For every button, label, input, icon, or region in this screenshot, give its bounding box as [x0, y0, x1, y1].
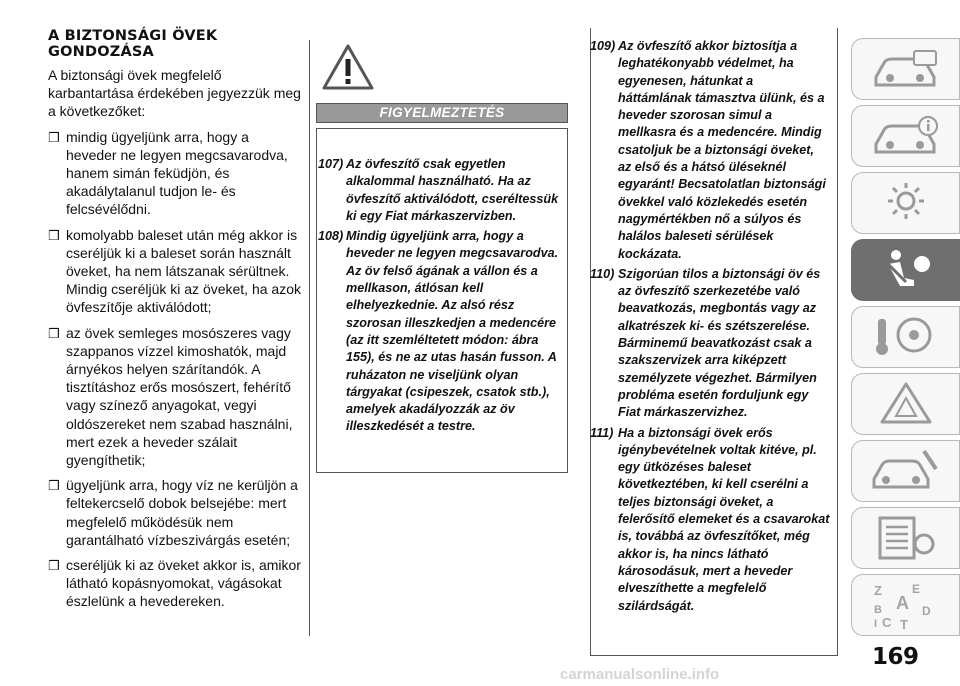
- section-intro: A biztonsági övek megfelelő karbantartása érdekében jegyezzük meg a következőket:: [48, 67, 301, 120]
- tab-lights[interactable]: [851, 172, 960, 234]
- tab-dashboard[interactable]: [851, 38, 960, 100]
- index-letter: D: [922, 604, 931, 618]
- technical-data-icon: [870, 514, 942, 564]
- checkbox-bullet-icon: ❒: [48, 129, 60, 145]
- tab-technical-data[interactable]: [851, 507, 960, 569]
- warning-number: 111): [590, 425, 614, 440]
- index-letter: T: [900, 617, 908, 631]
- list-item: ❒ komolyabb baleset után még akkor is cseréljük ki a baleset során használt öveket, ha nem látszanak sérültnek. Mindig cseréljük ki az öveket, ha azok övfeszítője aktiválódott;: [48, 226, 301, 316]
- warning-item: 107) Az övfeszítő csak egyetlen alkalommal használható. Ha az övfeszítő aktiválódott, cseréltessük ki egy Fiat márkaszervizben.: [318, 157, 559, 223]
- list-item: ❒ mindig ügyeljünk arra, hogy a heveder ne legyen megcsavarodva, hanem simán feküdjön, és akadálytalanul tudjon le- és felcsévélődni.: [48, 128, 288, 218]
- tab-emergency[interactable]: [851, 373, 960, 435]
- tab-starting[interactable]: [851, 306, 960, 368]
- checkbox-bullet-icon: ❒: [48, 558, 60, 574]
- key-steering-wheel-icon: [870, 313, 942, 363]
- warning-number: 109): [590, 39, 616, 53]
- tab-index[interactable]: [851, 574, 960, 636]
- warning-item: 109) Az övfeszítő akkor biztosítja a leghatékonyabb védelmet, ha egyenesen, hátunkat a háttámlának támasztva ülünk, és a heveder szorosan simul a mellkasra és a medencére. Mindig csatoljuk be a biztonsági öveket, az első és a hátsó üléseknél egyaránt! Becsatolatlan biztonsági övekkel való közlekedés esetén nagymértékben nő a súlyos és halálos baleseti sérülések kockázata.: [590, 39, 826, 261]
- index-letter: I: [874, 618, 878, 630]
- warning-heading: FIGYELMEZTETÉS: [316, 103, 568, 123]
- warning-item: 111) Ha a biztonsági övek erős igénybevételnek voltak kitéve, pl. egy ütközéses baleset következtében, ki kell cserélni a teljes biztonsági öveket, a felerősítő elemeket és a csavarokat is, továbbá az övfeszítőket, még akkor is, ha nincs látható károsodásuk, mert a heveder elveszíthette a megfelelő szilárdságát.: [590, 425, 830, 613]
- warning-number: 108): [318, 229, 344, 244]
- checkbox-bullet-icon: ❒: [48, 227, 60, 243]
- warning-triangle-icon: [322, 44, 374, 90]
- index-letter: C: [882, 615, 892, 630]
- list-item: ❒ ügyeljünk arra, hogy víz ne kerüljön a feltekercselő dobok belsejébe: mert megfelelő működésük nem garantálható vízbeszivárgás esetén;: [48, 477, 298, 548]
- car-dashboard-icon: [870, 45, 942, 95]
- seatbelt-airbag-icon: [870, 246, 942, 296]
- warning-list: [318, 156, 564, 439]
- column-divider: [309, 40, 310, 636]
- warning-triangle-icon: [870, 380, 942, 430]
- warning-number: 107): [318, 157, 344, 171]
- index-letter: B: [874, 604, 882, 616]
- warning-item: 110) Szigorúan tilos a biztonsági öv és az övfeszítő szerkezetébe való beavatkozás, megbontás vagy az alkatrészek ki- és szétszerelése. Bárminemű beavatkozást csak a szakszervizek arra kiképzett személyzete végezhet. Bármilyen probléma esetén forduljunk egy Fiat márkaszervizhez.: [590, 266, 821, 420]
- car-info-icon: [870, 112, 942, 162]
- list-item: ❒ cseréljük ki az öveket akkor is, amikor látható kopásnyomokat, vágásokat észlelünk a hevedereken.: [48, 557, 301, 610]
- checkbox-bullet-icon: ❒: [48, 325, 60, 341]
- warning-number: 110): [590, 266, 615, 281]
- alphabet-index-icon: [870, 581, 942, 631]
- chapter-tabs: [851, 38, 960, 641]
- index-letter: Z: [874, 583, 882, 598]
- car-tools-icon: [870, 447, 942, 497]
- tab-safety[interactable]: [851, 239, 960, 301]
- tab-maintenance[interactable]: [851, 440, 960, 502]
- list-item: ❒ az övek semleges mosószeres vagy szappanos vízzel kimoshatók, majd árnyékos helyen szárítandók. A tisztításhoz erős mosószert, fehérítő vagy színező anyagokat, vegyi oldószereket nem szabad használni, mert ezek a heveder szálait gyengíthetik;: [48, 324, 293, 469]
- tab-car-info[interactable]: [851, 105, 960, 167]
- watermark: carmanualsonline.info: [560, 666, 720, 683]
- index-letter: E: [912, 582, 921, 596]
- warning-list-continued: [590, 38, 830, 618]
- lights-icon: [870, 179, 942, 229]
- page-number: 169: [872, 644, 919, 670]
- care-section: [48, 28, 303, 618]
- warning-item: 108) Mindig ügyeljünk arra, hogy a heveder ne legyen megcsavarodva. Az öv felső ágának a vállon és a mellkason, átlósan kell elhelyezkednie. Az alsó rész szorosan illeszkedjen a medencére (az itt szemléltetett módon: ábra 155), és ne az utas hasán fusson. A ruházaton ne viseljünk olyan tárgyakat (csipeszek, csatok stb.), amelyek akadályozzák az öv illeszkedését a testre.: [318, 229, 559, 434]
- index-letter: A: [896, 593, 909, 613]
- checkbox-bullet-icon: ❒: [48, 478, 60, 494]
- section-title: A BIZTONSÁGI ÖVEK GONDOZÁSA: [48, 28, 218, 60]
